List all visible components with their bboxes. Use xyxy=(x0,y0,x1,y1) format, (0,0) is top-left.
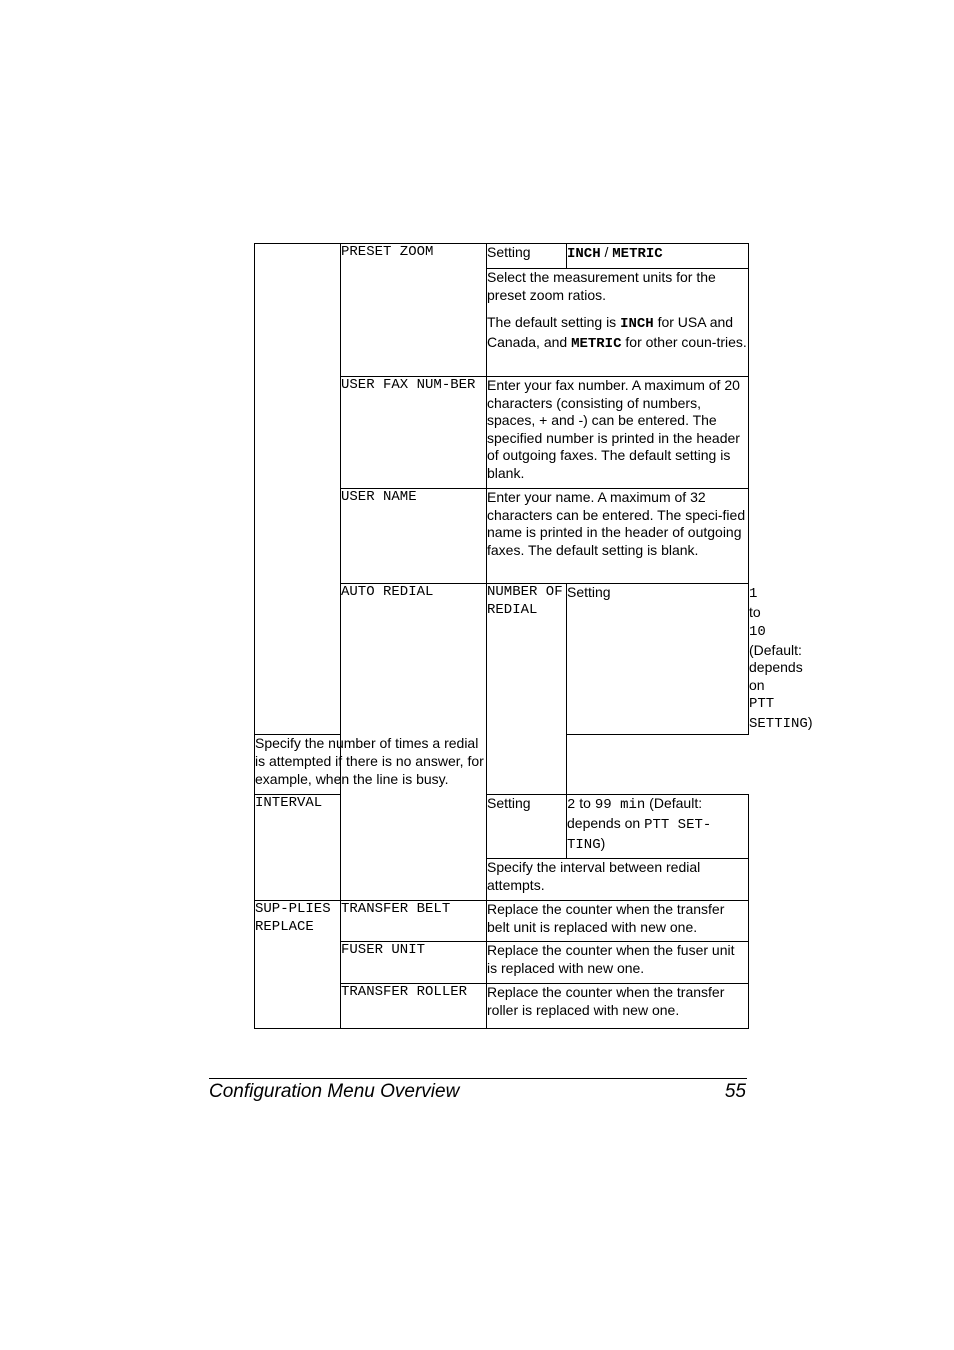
setting-value-units xyxy=(567,244,749,269)
setting-label: Setting xyxy=(487,244,567,269)
text-span: to xyxy=(575,795,595,812)
menu-cell-blank xyxy=(255,244,341,735)
code-inch: INCH xyxy=(620,316,654,333)
text-span: The default setting is xyxy=(487,314,621,331)
description-preset-zoom xyxy=(487,269,749,377)
setting-value-interval xyxy=(567,795,749,859)
item-transfer-belt: TRANSFER BELT xyxy=(341,901,487,942)
code-span: 99 min xyxy=(594,797,646,814)
code-metric: METRIC xyxy=(571,336,622,353)
footer-rule xyxy=(209,1078,747,1079)
description-user-name: Enter your name. A maximum of 32 characters can be entered. The speci-fied name is printed in the header of outgoing faxes. The default setting is blank. xyxy=(487,489,749,584)
code-span: 2 xyxy=(567,797,576,814)
page-number: 55 xyxy=(724,1081,746,1102)
setting-label: Setting xyxy=(487,795,567,859)
setting-label: Setting xyxy=(567,584,749,735)
text-span: for other coun-tries. xyxy=(621,334,747,351)
description-transfer-belt: Replace the counter when the transfer belt unit is replaced with new one. xyxy=(487,901,749,942)
footer-title: Configuration Menu Overview xyxy=(209,1081,460,1102)
menu-auto-redial: AUTO REDIAL xyxy=(341,584,487,901)
config-menu-table xyxy=(254,243,813,1029)
description-interval: Specify the interval between redial attempts. xyxy=(487,859,749,901)
item-user-name: USER NAME xyxy=(341,489,487,584)
text-span: for USA and Canada, and xyxy=(487,314,734,351)
code-span: 10 xyxy=(749,623,766,640)
value-inch: INCH xyxy=(567,246,601,262)
description-fuser-unit: Replace the counter when the fuser unit is replaced with new one. xyxy=(487,942,749,984)
text-span: (Default: depends on xyxy=(749,641,803,693)
item-fuser-unit: FUSER UNIT xyxy=(341,942,487,984)
text-span: (Default: depends on xyxy=(567,795,703,832)
code-span: PTT SETTING xyxy=(749,696,808,733)
default-paragraph xyxy=(487,314,748,354)
desc-paragraph: Select the measurement units for the preset zoom ratios. xyxy=(487,269,716,303)
item-interval: INTERVAL xyxy=(255,795,341,901)
text-span: to xyxy=(749,604,761,620)
item-number-of-redial: NUMBER OF REDIAL xyxy=(487,584,567,795)
value-metric: METRIC xyxy=(612,246,663,262)
description-user-fax-number: Enter your fax number. A maximum of 20 characters (consisting of numbers, spaces, + and -) can be entered. The specified number is printed in the header of outgoing faxes. The default setting is blank. xyxy=(487,377,749,489)
text-span: ) xyxy=(807,714,813,731)
item-preset-zoom: PRESET ZOOM xyxy=(341,244,487,377)
description-transfer-roller: Replace the counter when the transfer roller is replaced with new one. xyxy=(487,984,749,1029)
text-span: ) xyxy=(600,835,606,852)
menu-supplies-replace: SUP-PLIES REPLACE xyxy=(255,901,341,1029)
code-span: 1 xyxy=(749,586,758,602)
value-separator: / xyxy=(600,244,613,260)
item-transfer-roller: TRANSFER ROLLER xyxy=(341,984,487,1029)
item-user-fax-number: USER FAX NUM-BER xyxy=(341,377,487,489)
description-number-of-redial: Specify the number of times a redial is attempted if there is no answer, for example, when the line is busy. xyxy=(255,735,487,795)
code-span: PTT SET-TING xyxy=(567,817,712,854)
